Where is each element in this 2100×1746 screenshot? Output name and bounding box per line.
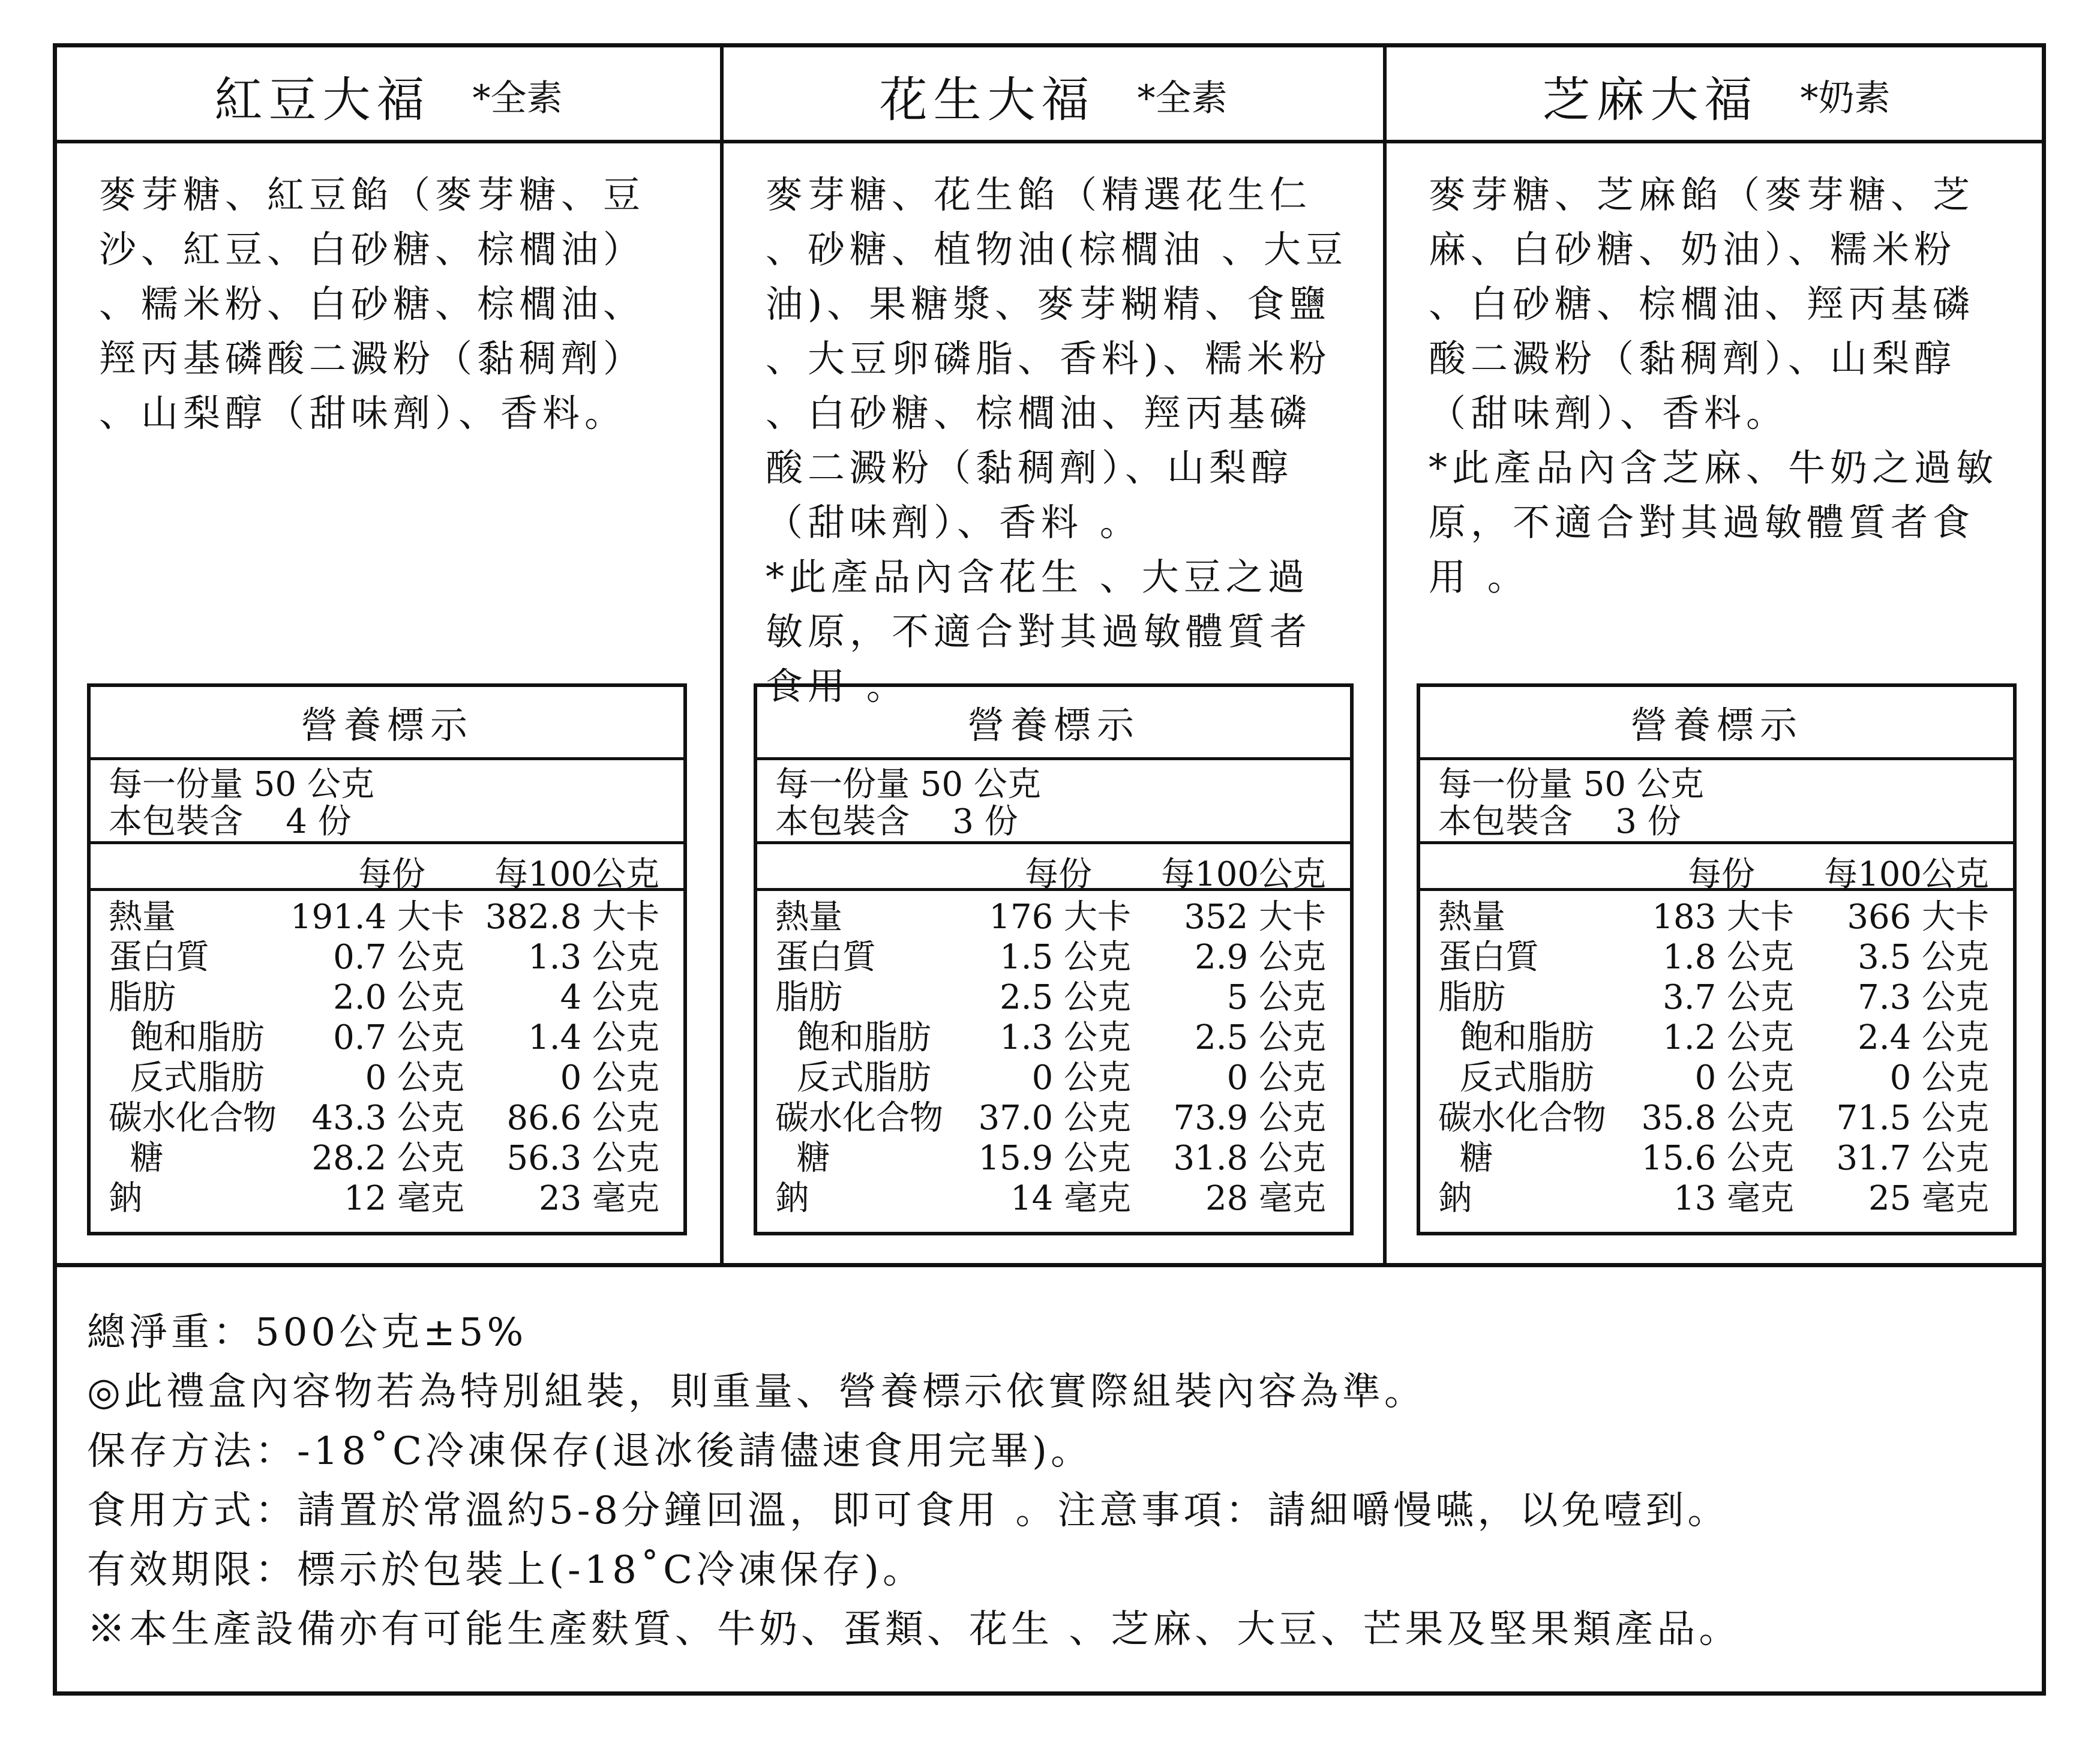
allergen-line: 敏原，不適合對其過敏體質者 (766, 610, 1312, 653)
product-title (57, 47, 720, 143)
nutrient-label: 鈉 (1438, 1179, 1472, 1218)
storage-method: 保存方法：-18˚C冷凍保存(退冰後請儘速食用完畢)。 (87, 1429, 1093, 1474)
nutrition-rows (1420, 891, 2013, 1219)
per-100g-value: 3.5 公克 (1858, 938, 1989, 977)
nutrition-row (91, 1178, 683, 1219)
nutrition-row (757, 1058, 1350, 1098)
per-100g-value: 73.9 公克 (1173, 1099, 1326, 1138)
per-serving-value: 176 大卡 (989, 898, 1131, 937)
per-serving-value: 0.7 公克 (333, 1018, 464, 1057)
nutrition-row (757, 1138, 1350, 1178)
servings-per-pack: 本包裝含 4 份 (109, 802, 352, 841)
ingredients-text (766, 167, 1354, 713)
per-serving-header: 每份 (1025, 855, 1092, 894)
per-100g-value: 31.7 公克 (1836, 1139, 1989, 1178)
per-100g-value: 2.4 公克 (1858, 1018, 1989, 1057)
ingredients-text (99, 167, 687, 440)
nutrition-row (757, 977, 1350, 1018)
per-serving-value: 1.8 公克 (1663, 938, 1794, 977)
ingredients-line: 、大豆卵磷脂、香料)、糯米粉 (766, 337, 1331, 380)
nutrition-table (754, 683, 1354, 1235)
nutrition-row (1420, 897, 2013, 937)
usage-instructions: 食用方式：請置於常溫約5-8分鐘回溫，即可食用 。注意事項：請細嚼慢嚥，以免噎到。 (87, 1489, 1730, 1533)
per-serving-value: 0 公克 (1031, 1058, 1131, 1097)
nutrient-label: 鈉 (109, 1179, 142, 1218)
nutrient-label: 碳水化合物 (775, 1099, 943, 1138)
ingredients-line: 、砂糖、植物油(棕櫚油 、大豆 (766, 227, 1348, 271)
nutrition-row (91, 977, 683, 1018)
allergen-line: 原，不適合對其過敏體質者食 (1429, 500, 1975, 544)
nutrition-title: 營養標示 (1420, 687, 2013, 760)
nutrition-row (757, 937, 1350, 977)
servings-per-pack: 本包裝含 3 份 (775, 802, 1018, 841)
nutrient-label: 脂肪 (109, 978, 176, 1017)
product-column-peanut (720, 47, 1383, 1267)
per-serving-value: 2.0 公克 (333, 978, 464, 1017)
ingredients-text (1429, 167, 2017, 604)
per-100g-value: 352 大卡 (1184, 898, 1326, 937)
nutrition-row (91, 897, 683, 937)
nutrient-label: 糖 (1438, 1139, 1493, 1178)
serving-info (1420, 760, 2013, 844)
per-100g-header: 每100公克 (494, 855, 659, 894)
nutrient-label: 鈉 (775, 1179, 809, 1218)
per-serving-value: 0 公克 (1694, 1058, 1794, 1097)
per-serving-value: 15.9 公克 (978, 1139, 1131, 1178)
ingredients-line: 麻、白砂糖、奶油）、糯米粉 (1429, 227, 1957, 271)
per-100g-value: 366 大卡 (1847, 898, 1989, 937)
nutrition-row (1420, 1178, 2013, 1219)
product-column-sesame (1383, 47, 2046, 1267)
per-100g-value: 0 公克 (560, 1058, 659, 1097)
allergen-line: *此產品內含花生 、大豆之過 (766, 555, 1310, 599)
product-name: 紅豆大福 (214, 71, 431, 128)
ingredients-line: 酸二澱粉（黏稠劑）、山梨醇 (766, 446, 1294, 490)
per-100g-value: 1.4 公克 (528, 1018, 659, 1057)
per-100g-header: 每100公克 (1824, 855, 1989, 894)
ingredients-line: （甜味劑）、香料。 (1429, 391, 1789, 435)
per-serving-value: 1.2 公克 (1663, 1018, 1794, 1057)
nutrient-label: 反式脂肪 (109, 1058, 265, 1097)
per-serving-value: 14 毫克 (1010, 1179, 1131, 1218)
per-serving-value: 13 毫克 (1673, 1179, 1794, 1218)
nutrition-row (757, 1018, 1350, 1058)
per-100g-value: 56.3 公克 (506, 1139, 659, 1178)
serving-size: 每一份量 50 公克 (775, 765, 1041, 804)
nutrient-label: 飽和脂肪 (1438, 1018, 1594, 1057)
product-title (1387, 47, 2046, 143)
nutrient-label: 脂肪 (775, 978, 842, 1017)
per-serving-value: 1.3 公克 (1000, 1018, 1131, 1057)
nutrient-label: 熱量 (1438, 898, 1505, 937)
nutrient-label: 糖 (775, 1139, 830, 1178)
nutrition-title: 營養標示 (757, 687, 1350, 760)
net-weight: 總淨重：500公克±5% (87, 1310, 527, 1355)
ingredients-line: 沙、紅豆、白砂糖、棕櫚油） (99, 227, 646, 271)
per-serving-header: 每份 (1688, 855, 1755, 894)
product-label (53, 43, 2046, 1696)
ingredients-line: 羥丙基磷酸二澱粉（黏稠劑） (99, 337, 646, 380)
per-serving-header: 每份 (358, 855, 425, 894)
nutrition-row (757, 1098, 1350, 1138)
per-serving-value: 43.3 公克 (311, 1099, 464, 1138)
per-100g-value: 28 毫克 (1205, 1179, 1326, 1218)
per-100g-value: 5 公克 (1226, 978, 1326, 1017)
ingredients-line: 油)、果糖漿、麥芽糊精、食鹽 (766, 282, 1331, 326)
nutrient-label: 飽和脂肪 (109, 1018, 265, 1057)
per-100g-value: 2.9 公克 (1195, 938, 1326, 977)
nutrient-label: 脂肪 (1438, 978, 1505, 1017)
nutrient-label: 熱量 (109, 898, 176, 937)
assembly-note: ◎此禮盒內容物若為特別組裝，則重量、營養標示依實際組裝內容為準。 (87, 1370, 1426, 1414)
nutrient-label: 蛋白質 (775, 938, 876, 977)
nutrition-row (1420, 937, 2013, 977)
per-100g-value: 0 公克 (1226, 1058, 1326, 1097)
nutrition-row (757, 897, 1350, 937)
nutrition-row (91, 1098, 683, 1138)
nutrition-row (1420, 1098, 2013, 1138)
per-serving-value: 37.0 公克 (978, 1099, 1131, 1138)
per-serving-value: 28.2 公克 (311, 1139, 464, 1178)
nutrition-row (1420, 1138, 2013, 1178)
allergen-line: 用 。 (1429, 555, 1529, 599)
nutrient-label: 碳水化合物 (109, 1099, 277, 1138)
per-serving-value: 15.6 公克 (1641, 1139, 1794, 1178)
per-serving-value: 3.7 公克 (1663, 978, 1794, 1017)
serving-size: 每一份量 50 公克 (1438, 765, 1704, 804)
nutrition-row (91, 937, 683, 977)
nutrition-row (91, 1018, 683, 1058)
per-100g-header: 每100公克 (1161, 855, 1326, 894)
ingredients-line: （甜味劑）、香料 。 (766, 500, 1142, 544)
per-100g-value: 86.6 公克 (506, 1099, 659, 1138)
per-100g-value: 0 公克 (1889, 1058, 1989, 1097)
nutrient-label: 蛋白質 (1438, 938, 1539, 977)
ingredients-line: 酸二澱粉（黏稠劑）、山梨醇 (1429, 337, 1957, 380)
product-name: 花生大福 (879, 71, 1096, 128)
product-title (724, 47, 1383, 143)
nutrition-rows (757, 891, 1350, 1219)
ingredients-line: 麥芽糖、芝麻餡（麥芽糖、芝 (1429, 173, 1975, 217)
product-column-red-bean (57, 47, 720, 1267)
diet-tag: *全素 (1137, 77, 1228, 119)
nutrition-row (91, 1058, 683, 1098)
serving-info (91, 760, 683, 844)
ingredients-line: 麥芽糖、花生餡（精選花生仁 (766, 173, 1312, 217)
nutrient-label: 反式脂肪 (775, 1058, 931, 1097)
ingredients-line: 、白砂糖、棕櫚油、羥丙基磷 (1429, 282, 1975, 326)
nutrition-rows (91, 891, 683, 1219)
per-serving-value: 1.5 公克 (1000, 938, 1131, 977)
nutrition-row (1420, 1018, 2013, 1058)
nutrient-label: 碳水化合物 (1438, 1099, 1606, 1138)
nutrition-column-headers (757, 844, 1350, 894)
allergen-line: 食用 。 (766, 664, 908, 708)
nutrient-label: 反式脂肪 (1438, 1058, 1594, 1097)
per-serving-value: 0.7 公克 (333, 938, 464, 977)
nutrition-column-headers (91, 844, 683, 894)
nutrient-label: 飽和脂肪 (775, 1018, 931, 1057)
per-100g-value: 1.3 公克 (528, 938, 659, 977)
servings-per-pack: 本包裝含 3 份 (1438, 802, 1681, 841)
nutrition-row (1420, 977, 2013, 1018)
per-serving-value: 12 毫克 (343, 1179, 464, 1218)
product-name: 芝麻大福 (1542, 71, 1759, 128)
per-100g-value: 25 毫克 (1868, 1179, 1989, 1218)
nutrition-title: 營養標示 (91, 687, 683, 760)
per-serving-value: 0 公克 (365, 1058, 464, 1097)
diet-tag: *奶素 (1800, 77, 1891, 119)
per-100g-value: 23 毫克 (538, 1179, 659, 1218)
ingredients-line: 、糯米粉、白砂糖、棕櫚油、 (99, 282, 646, 326)
package-info (57, 1263, 2042, 1692)
nutrition-table (87, 683, 687, 1235)
nutrition-column-headers (1420, 844, 2013, 894)
per-serving-value: 35.8 公克 (1641, 1099, 1794, 1138)
nutrient-label: 熱量 (775, 898, 842, 937)
nutrient-label: 蛋白質 (109, 938, 209, 977)
nutrition-row (757, 1178, 1350, 1219)
ingredients-line: 、山梨醇（甜味劑）、香料。 (99, 391, 627, 435)
nutrition-table (1417, 683, 2017, 1235)
expiry-info: 有效期限：標示於包裝上(-18˚C冷凍保存)。 (87, 1548, 925, 1592)
diet-tag: *全素 (472, 77, 563, 119)
per-serving-value: 191.4 大卡 (290, 898, 464, 937)
nutrition-row (1420, 1058, 2013, 1098)
allergen-facility-note: ※本生產設備亦有可能生產麩質、牛奶、蛋類、花生 、芝麻、大豆、芒果及堅果類產品。 (87, 1607, 1741, 1652)
per-100g-value: 2.5 公克 (1195, 1018, 1326, 1057)
ingredients-line: 、白砂糖、棕櫚油、羥丙基磷 (766, 391, 1312, 435)
nutrient-label: 糖 (109, 1139, 164, 1178)
allergen-line: *此產品內含芝麻、牛奶之過敏 (1429, 446, 1999, 490)
per-100g-value: 382.8 大卡 (485, 898, 659, 937)
serving-info (757, 760, 1350, 844)
per-100g-value: 31.8 公克 (1173, 1139, 1326, 1178)
per-100g-value: 4 公克 (560, 978, 659, 1017)
per-100g-value: 7.3 公克 (1858, 978, 1989, 1017)
per-serving-value: 2.5 公克 (1000, 978, 1131, 1017)
per-serving-value: 183 大卡 (1652, 898, 1794, 937)
per-100g-value: 71.5 公克 (1836, 1099, 1989, 1138)
serving-size: 每一份量 50 公克 (109, 765, 374, 804)
ingredients-line: 麥芽糖、紅豆餡（麥芽糖、豆 (99, 173, 646, 217)
nutrition-row (91, 1138, 683, 1178)
